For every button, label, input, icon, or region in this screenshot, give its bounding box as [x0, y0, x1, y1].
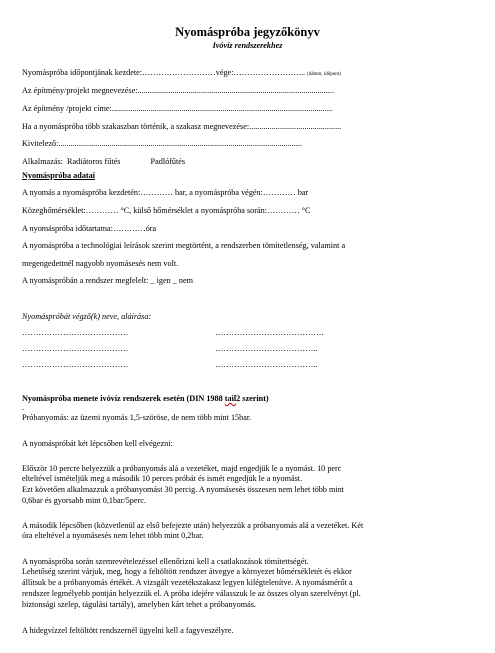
signature-line: ………………………………… — [22, 328, 129, 337]
stages-field: Ha a nyomáspróba több szakaszban történik, a szakasz megnevezése:............................................. — [22, 122, 342, 131]
date-line-text: Nyomáspróba időpontjának kezdete:………………………vége:……………………... — [22, 68, 306, 77]
signatures-label: Nyomáspróbát végző(k) neve, aláírása: — [22, 312, 152, 321]
document-subtitle: Ivóvíz rendszerekhez — [212, 41, 283, 50]
signature-line: ………………………………… — [22, 344, 129, 353]
test-pressure-line: Próbanyomás: az üzemi nyomás 1,5-szöröse, de nem több mint 15bar. — [22, 413, 252, 422]
stage1-line-4: 0,6bar és gyorsabb mint 0,1bar/5perc. — [22, 496, 146, 505]
document-title: Nyomáspróba jegyzőkönyv — [175, 25, 320, 39]
stage2-line-2: óra elteltével a nyomásesés nem lehet több mint 0,2bar. — [22, 531, 204, 540]
inspection-line-5: biztonsági szelep, tágulási tartály), amelyben kárt tehet a próbanyomás. — [22, 600, 256, 609]
procedure-heading-end: 2 szerint) — [236, 394, 269, 403]
signature-line: ……………………………….. — [215, 360, 318, 369]
signature-line: …………………………………. — [215, 328, 324, 337]
procedure-heading-main: Nyomáspróba menete ivóvíz rendszerek esetén (DIN 1988 — [22, 394, 223, 403]
stage2-line-1: A második lépcsőben (közvetlenül az első befejezte után) helyezzük a próbanyomás alá a vezetéket. Két — [22, 521, 364, 530]
application-option-radiator: Radiátoros fűtés — [67, 157, 121, 166]
two-stages-line: A nyomáspróbát két lépcsőben kell elvégezni: — [22, 439, 173, 448]
inspection-line-3: állítsuk be a próbanyomás értékét. A vizsgált vezetékszakasz legyen kilégtelenítve. A nyomásmérőt a — [22, 578, 353, 587]
conformity-line-2: megengedettnél nagyobb nyomásesés nem volt. — [22, 259, 179, 268]
stage1-line-2: elteltével ismételjük meg a második 10 perces próbát és ismét engedjük le a nyomást. — [22, 474, 303, 483]
signature-line: ……………………………….. — [215, 344, 318, 353]
stage1-line-1: Először 10 percre helyezzük a próbanyomás alá a vezetéket, majd engedjük le a nyomást. 10 perc — [22, 464, 342, 473]
procedure-dot: . — [22, 403, 25, 412]
duration-line: A nyomáspróba időtartama:…………óra — [22, 224, 157, 233]
inspection-line-4: rendszer legmélyebb pontján helyezzük el. A próba idejére válasszuk le az összes olyan szerelvényt (pl. — [22, 589, 361, 598]
application-label: Alkalmazás: — [22, 157, 63, 166]
conformity-line-1: A nyomáspróba a technológiai leírások szerint megtörtént, a rendszerben tömítetlenség, valamint a — [22, 241, 346, 250]
inspection-line-2: Lehetőség szerint várjuk, meg, hogy a feltöltött rendszer átvegye a környezet hőmérsékletét és ekkor — [22, 567, 352, 576]
stage1-line-3: Ezt követően alkalmazzuk a próbanyomást 30 percig. A nyomásesés összesen nem lehet több mint — [22, 485, 344, 494]
frost-warning-line: A hidegvízzel feltöltött rendszernél ügyelni kell a fagyveszélyre. — [22, 626, 234, 635]
inspection-line-1: A nyomáspróba során szemrevételezéssel ellenőrizni kell a csatlakozások tömítettségét. — [22, 557, 309, 566]
data-section-heading: Nyomáspróba adatai — [22, 171, 96, 180]
pressure-line: A nyomás a nyomáspróba kezdetén:………… bar, a nyomáspróba végén:………… bar — [22, 188, 309, 197]
application-option-floor: Padlófűtés — [150, 157, 186, 166]
result-line: A nyomáspróbán a rendszer megfelelt: _ igen _ nem — [22, 276, 193, 285]
date-line — [22, 68, 341, 80]
contractor-field: Kivitelező:....................................................................................................................... — [22, 139, 302, 148]
signature-line: ………………………………… — [22, 360, 129, 369]
procedure-heading-typo: tail — [224, 394, 237, 403]
application-line — [22, 157, 185, 167]
building-address-field: Az építmény /projekt címe:............................................................................................................ — [22, 104, 333, 113]
procedure-heading — [22, 394, 269, 404]
date-note: (dátum, időpont) — [307, 72, 341, 77]
building-name-field: Az építmény/projekt megnevezése:................................................................................................ — [22, 86, 334, 95]
temperature-line: Közeghőmérséklet:………… °C, külső hőmérséklet a nyomáspróba során:………… °C — [22, 206, 311, 215]
